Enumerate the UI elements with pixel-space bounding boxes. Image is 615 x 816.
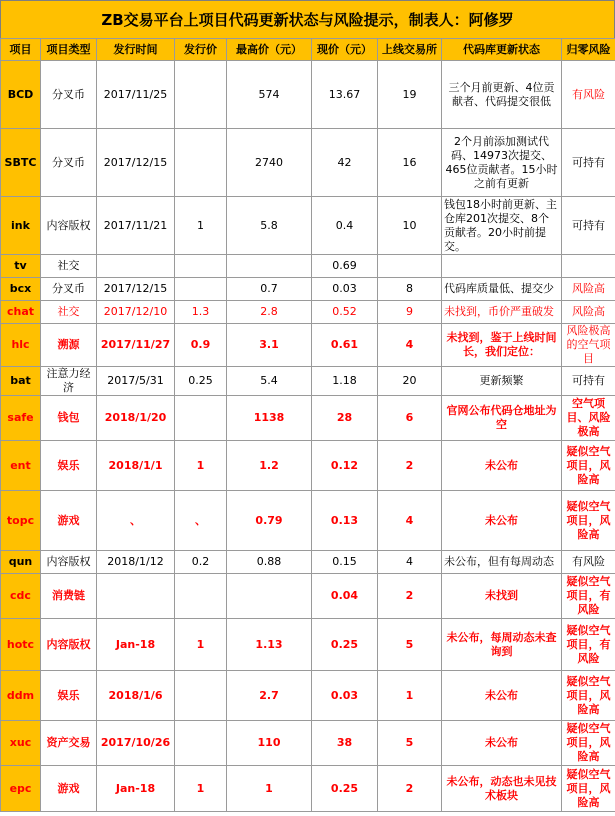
sheet-title: ZB交易平台上项目代码更新状态与风险提示，制表人：阿修罗: [0, 0, 615, 39]
row-high: 1: [227, 766, 312, 812]
table-row: [1, 367, 615, 396]
row-date: 2017/12/15: [97, 278, 175, 301]
row-exchanges: 9: [378, 301, 442, 324]
row-issue: [175, 278, 227, 301]
row-code-status: 2个月前添加测试代码、14973次提交、465位贡献者。15小时之前有更新: [442, 129, 562, 197]
row-code-status: 更新频繁: [442, 367, 562, 396]
project-table: [0, 38, 615, 812]
row-high: 2.8: [227, 301, 312, 324]
row-issue: 0.2: [175, 551, 227, 574]
row-code-status: 未公布，但有每周动态: [442, 551, 562, 574]
header-type: 项目类型: [41, 39, 97, 61]
row-high: 0.79: [227, 491, 312, 551]
row-name: qun: [1, 551, 41, 574]
row-date: 2018/1/20: [97, 396, 175, 441]
table-row: [1, 197, 615, 255]
row-issue: [175, 396, 227, 441]
row-exchanges: [378, 255, 442, 278]
row-type: 社交: [41, 255, 97, 278]
row-code-status: 未公布，动态也未见技术板块: [442, 766, 562, 812]
row-issue: 0.9: [175, 324, 227, 367]
row-risk: 疑似空气项目，有风险: [562, 574, 615, 619]
row-issue: [175, 671, 227, 721]
header-row: [1, 39, 615, 61]
row-type: 溯源: [41, 324, 97, 367]
row-date: 2017/11/21: [97, 197, 175, 255]
row-risk: 疑似空气项目，风险高: [562, 671, 615, 721]
row-exchanges: 16: [378, 129, 442, 197]
row-issue: 、: [175, 491, 227, 551]
row-price: 0.25: [312, 619, 378, 671]
row-type: 游戏: [41, 766, 97, 812]
row-exchanges: 4: [378, 491, 442, 551]
row-high: [227, 255, 312, 278]
row-high: 2740: [227, 129, 312, 197]
row-risk: 疑似空气项目，风险高: [562, 441, 615, 491]
row-name: bat: [1, 367, 41, 396]
row-name: ink: [1, 197, 41, 255]
table-row: [1, 766, 615, 812]
row-type: 资产交易: [41, 721, 97, 766]
row-type: 分叉币: [41, 278, 97, 301]
row-exchanges: 1: [378, 671, 442, 721]
row-name: chat: [1, 301, 41, 324]
row-exchanges: 4: [378, 324, 442, 367]
row-name: xuc: [1, 721, 41, 766]
row-name: safe: [1, 396, 41, 441]
table-row: [1, 324, 615, 367]
row-issue: 1: [175, 441, 227, 491]
row-risk: [562, 255, 615, 278]
row-issue: [175, 61, 227, 129]
row-name: epc: [1, 766, 41, 812]
table-row: [1, 255, 615, 278]
row-high: [227, 574, 312, 619]
header-issue-price: 发行价: [175, 39, 227, 61]
row-exchanges: 5: [378, 619, 442, 671]
header-exchanges: 上线交易所: [378, 39, 442, 61]
row-issue: 1: [175, 766, 227, 812]
row-name: hotc: [1, 619, 41, 671]
row-price: 0.12: [312, 441, 378, 491]
row-type: 社交: [41, 301, 97, 324]
row-risk: 风险极高的空气项目: [562, 324, 615, 367]
table-row: [1, 671, 615, 721]
row-exchanges: 2: [378, 574, 442, 619]
row-code-status: 官网公布代码仓地址为空: [442, 396, 562, 441]
header-date: 发行时间: [97, 39, 175, 61]
row-high: 574: [227, 61, 312, 129]
row-price: 0.03: [312, 671, 378, 721]
header-current-price: 现价（元）: [312, 39, 378, 61]
row-risk: 可持有: [562, 129, 615, 197]
row-price: 0.15: [312, 551, 378, 574]
row-type: 分叉币: [41, 61, 97, 129]
row-exchanges: 8: [378, 278, 442, 301]
table-row: [1, 61, 615, 129]
row-type: 娱乐: [41, 441, 97, 491]
row-risk: 疑似空气项目，风险高: [562, 721, 615, 766]
row-date: 2017/12/10: [97, 301, 175, 324]
row-price: 0.69: [312, 255, 378, 278]
row-code-status: 未公布: [442, 441, 562, 491]
row-high: 0.88: [227, 551, 312, 574]
row-code-status: 未找到: [442, 574, 562, 619]
table-row: [1, 551, 615, 574]
row-date: 2017/11/27: [97, 324, 175, 367]
header-risk: 归零风险: [562, 39, 615, 61]
row-exchanges: 2: [378, 441, 442, 491]
row-high: 1.13: [227, 619, 312, 671]
row-risk: 疑似空气项目，有风险: [562, 619, 615, 671]
row-type: 游戏: [41, 491, 97, 551]
table-row: [1, 278, 615, 301]
row-risk: 风险高: [562, 278, 615, 301]
row-date: 2017/12/15: [97, 129, 175, 197]
header-high-price: 最高价（元）: [227, 39, 312, 61]
row-code-status: [442, 255, 562, 278]
row-type: 分叉币: [41, 129, 97, 197]
row-high: 0.7: [227, 278, 312, 301]
row-exchanges: 6: [378, 396, 442, 441]
row-exchanges: 20: [378, 367, 442, 396]
row-date: 2017/10/26: [97, 721, 175, 766]
row-price: 0.03: [312, 278, 378, 301]
row-price: 0.25: [312, 766, 378, 812]
row-price: 1.18: [312, 367, 378, 396]
row-high: 1.2: [227, 441, 312, 491]
row-price: 0.4: [312, 197, 378, 255]
row-price: 0.13: [312, 491, 378, 551]
row-code-status: 钱包18小时前更新、主仓库201次提交、8个贡献者。20小时前提交。: [442, 197, 562, 255]
table-row: [1, 441, 615, 491]
row-date: 2017/11/25: [97, 61, 175, 129]
row-date: Jan-18: [97, 766, 175, 812]
row-code-status: 未找到，鉴于上线时间长，我们定位：: [442, 324, 562, 367]
row-date: [97, 574, 175, 619]
table-row: [1, 129, 615, 197]
row-type: 注意力经济: [41, 367, 97, 396]
header-project: 项目: [1, 39, 41, 61]
row-price: 38: [312, 721, 378, 766]
row-type: 内容版权: [41, 551, 97, 574]
row-type: 内容版权: [41, 619, 97, 671]
row-code-status: 未公布: [442, 721, 562, 766]
row-risk: 疑似空气项目，风险高: [562, 766, 615, 812]
row-date: [97, 255, 175, 278]
row-price: 0.52: [312, 301, 378, 324]
row-type: 钱包: [41, 396, 97, 441]
row-high: 2.7: [227, 671, 312, 721]
row-date: 2018/1/6: [97, 671, 175, 721]
row-name: tv: [1, 255, 41, 278]
row-date: 、: [97, 491, 175, 551]
row-issue: [175, 129, 227, 197]
row-price: 0.04: [312, 574, 378, 619]
row-date: Jan-18: [97, 619, 175, 671]
table-row: [1, 619, 615, 671]
row-high: 110: [227, 721, 312, 766]
row-issue: [175, 574, 227, 619]
row-issue: 1: [175, 619, 227, 671]
row-risk: 疑似空气项目，风险高: [562, 491, 615, 551]
row-exchanges: 19: [378, 61, 442, 129]
row-price: 13.67: [312, 61, 378, 129]
row-name: BCD: [1, 61, 41, 129]
table-row: [1, 574, 615, 619]
row-code-status: 未公布: [442, 671, 562, 721]
table-row: [1, 491, 615, 551]
row-code-status: 代码库质量低、提交少: [442, 278, 562, 301]
row-code-status: 未公布，每周动态未查询到: [442, 619, 562, 671]
row-code-status: 未找到，币价严重破发: [442, 301, 562, 324]
row-risk: 可持有: [562, 197, 615, 255]
row-type: 消费链: [41, 574, 97, 619]
row-issue: 1: [175, 197, 227, 255]
row-type: 娱乐: [41, 671, 97, 721]
row-exchanges: 4: [378, 551, 442, 574]
row-risk: 空气项目、风险极高: [562, 396, 615, 441]
row-price: 42: [312, 129, 378, 197]
row-exchanges: 5: [378, 721, 442, 766]
row-exchanges: 10: [378, 197, 442, 255]
row-date: 2018/1/12: [97, 551, 175, 574]
row-risk: 有风险: [562, 551, 615, 574]
row-price: 0.61: [312, 324, 378, 367]
row-name: ent: [1, 441, 41, 491]
row-date: 2017/5/31: [97, 367, 175, 396]
row-high: 1138: [227, 396, 312, 441]
row-issue: [175, 255, 227, 278]
row-risk: 风险高: [562, 301, 615, 324]
row-exchanges: 2: [378, 766, 442, 812]
row-name: bcx: [1, 278, 41, 301]
row-issue: 0.25: [175, 367, 227, 396]
row-issue: 1.3: [175, 301, 227, 324]
row-name: hlc: [1, 324, 41, 367]
row-high: 3.1: [227, 324, 312, 367]
table-row: [1, 396, 615, 441]
row-high: 5.8: [227, 197, 312, 255]
row-name: ddm: [1, 671, 41, 721]
row-risk: 有风险: [562, 61, 615, 129]
row-date: 2018/1/1: [97, 441, 175, 491]
row-code-status: 三个月前更新、4位贡献者、代码提交很低: [442, 61, 562, 129]
table-row: [1, 721, 615, 766]
row-name: SBTC: [1, 129, 41, 197]
row-risk: 可持有: [562, 367, 615, 396]
table-row: [1, 301, 615, 324]
row-type: 内容版权: [41, 197, 97, 255]
row-issue: [175, 721, 227, 766]
row-high: 5.4: [227, 367, 312, 396]
row-price: 28: [312, 396, 378, 441]
row-code-status: 未公布: [442, 491, 562, 551]
row-name: topc: [1, 491, 41, 551]
header-code-status: 代码库更新状态: [442, 39, 562, 61]
row-name: cdc: [1, 574, 41, 619]
